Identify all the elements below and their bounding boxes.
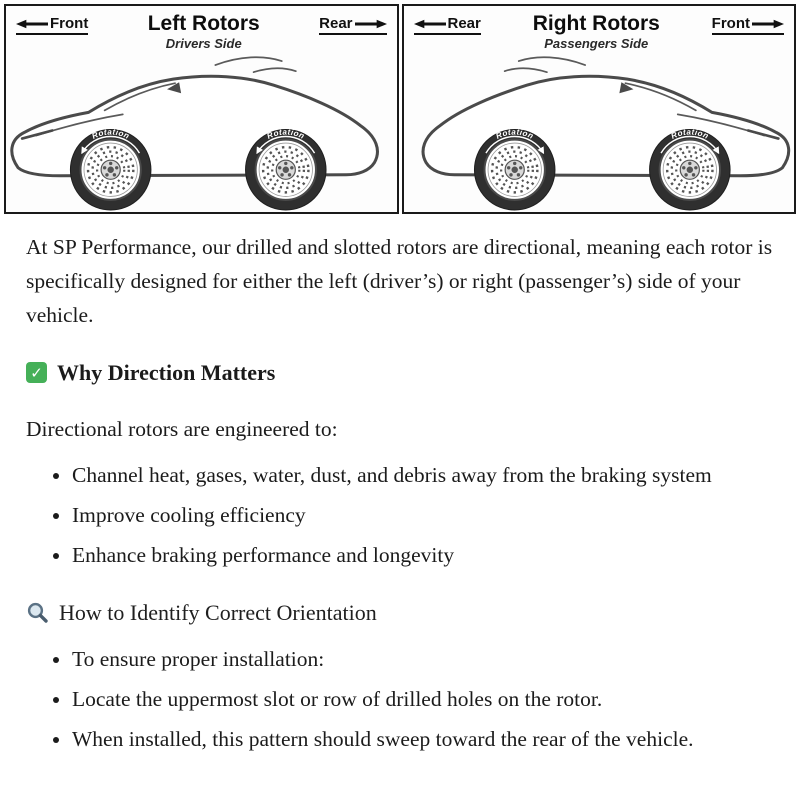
front-label-text: Front: [711, 15, 750, 32]
front-direction-label: [16, 15, 88, 35]
rear-label-text: Rear: [447, 15, 481, 32]
arrow-left-icon: [414, 19, 446, 29]
rotor-direction-diagram: [0, 0, 800, 214]
left-car-illustration: [6, 51, 397, 212]
list-item: • Improve cooling efficiency: [72, 498, 774, 532]
right-car-illustration: [404, 51, 795, 212]
rear-direction-label: [414, 15, 481, 35]
magnifier-icon: [26, 601, 49, 624]
list-item: • To ensure proper installation:: [72, 642, 774, 676]
orientation-list: [26, 642, 774, 756]
right-panel-titles: [533, 13, 660, 51]
section-title: How to Identify Correct Orientation: [59, 599, 377, 625]
panel-title: Left Rotors: [147, 12, 260, 35]
panel-subtitle: Drivers Side: [165, 36, 242, 52]
front-direction-label: [712, 15, 784, 35]
rotation-label: Rotation: [265, 127, 307, 141]
section-title: Why Direction Matters: [57, 359, 276, 385]
list-item: • Channel heat, gases, water, dust, and debris away from the braking system: [72, 458, 774, 492]
left-panel-header: [6, 6, 397, 51]
left-rotors-panel: [4, 4, 399, 214]
panel-title: Right Rotors: [532, 12, 660, 35]
section-heading-identify-orientation: [26, 596, 774, 630]
list-item: • When installed, this pattern should sweep toward the rear of the vehicle.: [72, 722, 774, 756]
rotation-label: Rotation: [669, 127, 710, 141]
arrow-right-icon: [355, 19, 387, 29]
arrow-left-icon: [16, 19, 48, 29]
rotation-label: Rotation: [493, 127, 535, 141]
intro-paragraph: At SP Performance, our drilled and slotted rotors are directional, meaning each rotor is specifically designed for either the left (driver’s) or right (passenger’s) side of your vehicle.: [26, 234, 773, 327]
left-panel-titles: [148, 13, 260, 51]
front-label-text: Front: [50, 15, 89, 32]
article-body: [0, 214, 800, 756]
check-icon: [26, 362, 47, 383]
panel-subtitle: Passengers Side: [544, 36, 649, 52]
rear-label-text: Rear: [319, 15, 353, 32]
section-heading-why-direction-matters: [26, 356, 774, 390]
rear-direction-label: [319, 15, 386, 35]
rotation-label: Rotation: [90, 127, 131, 141]
lead-paragraph: Directional rotors are engineered to:: [26, 416, 338, 441]
right-rotors-panel: [402, 4, 797, 214]
benefits-list: [26, 458, 774, 572]
list-item: • Enhance braking performance and longevity: [72, 538, 774, 572]
arrow-right-icon: [752, 19, 784, 29]
magnifier-glyph: [26, 601, 49, 624]
list-item: • Locate the uppermost slot or row of drilled holes on the rotor.: [72, 682, 774, 716]
right-panel-header: [404, 6, 795, 51]
